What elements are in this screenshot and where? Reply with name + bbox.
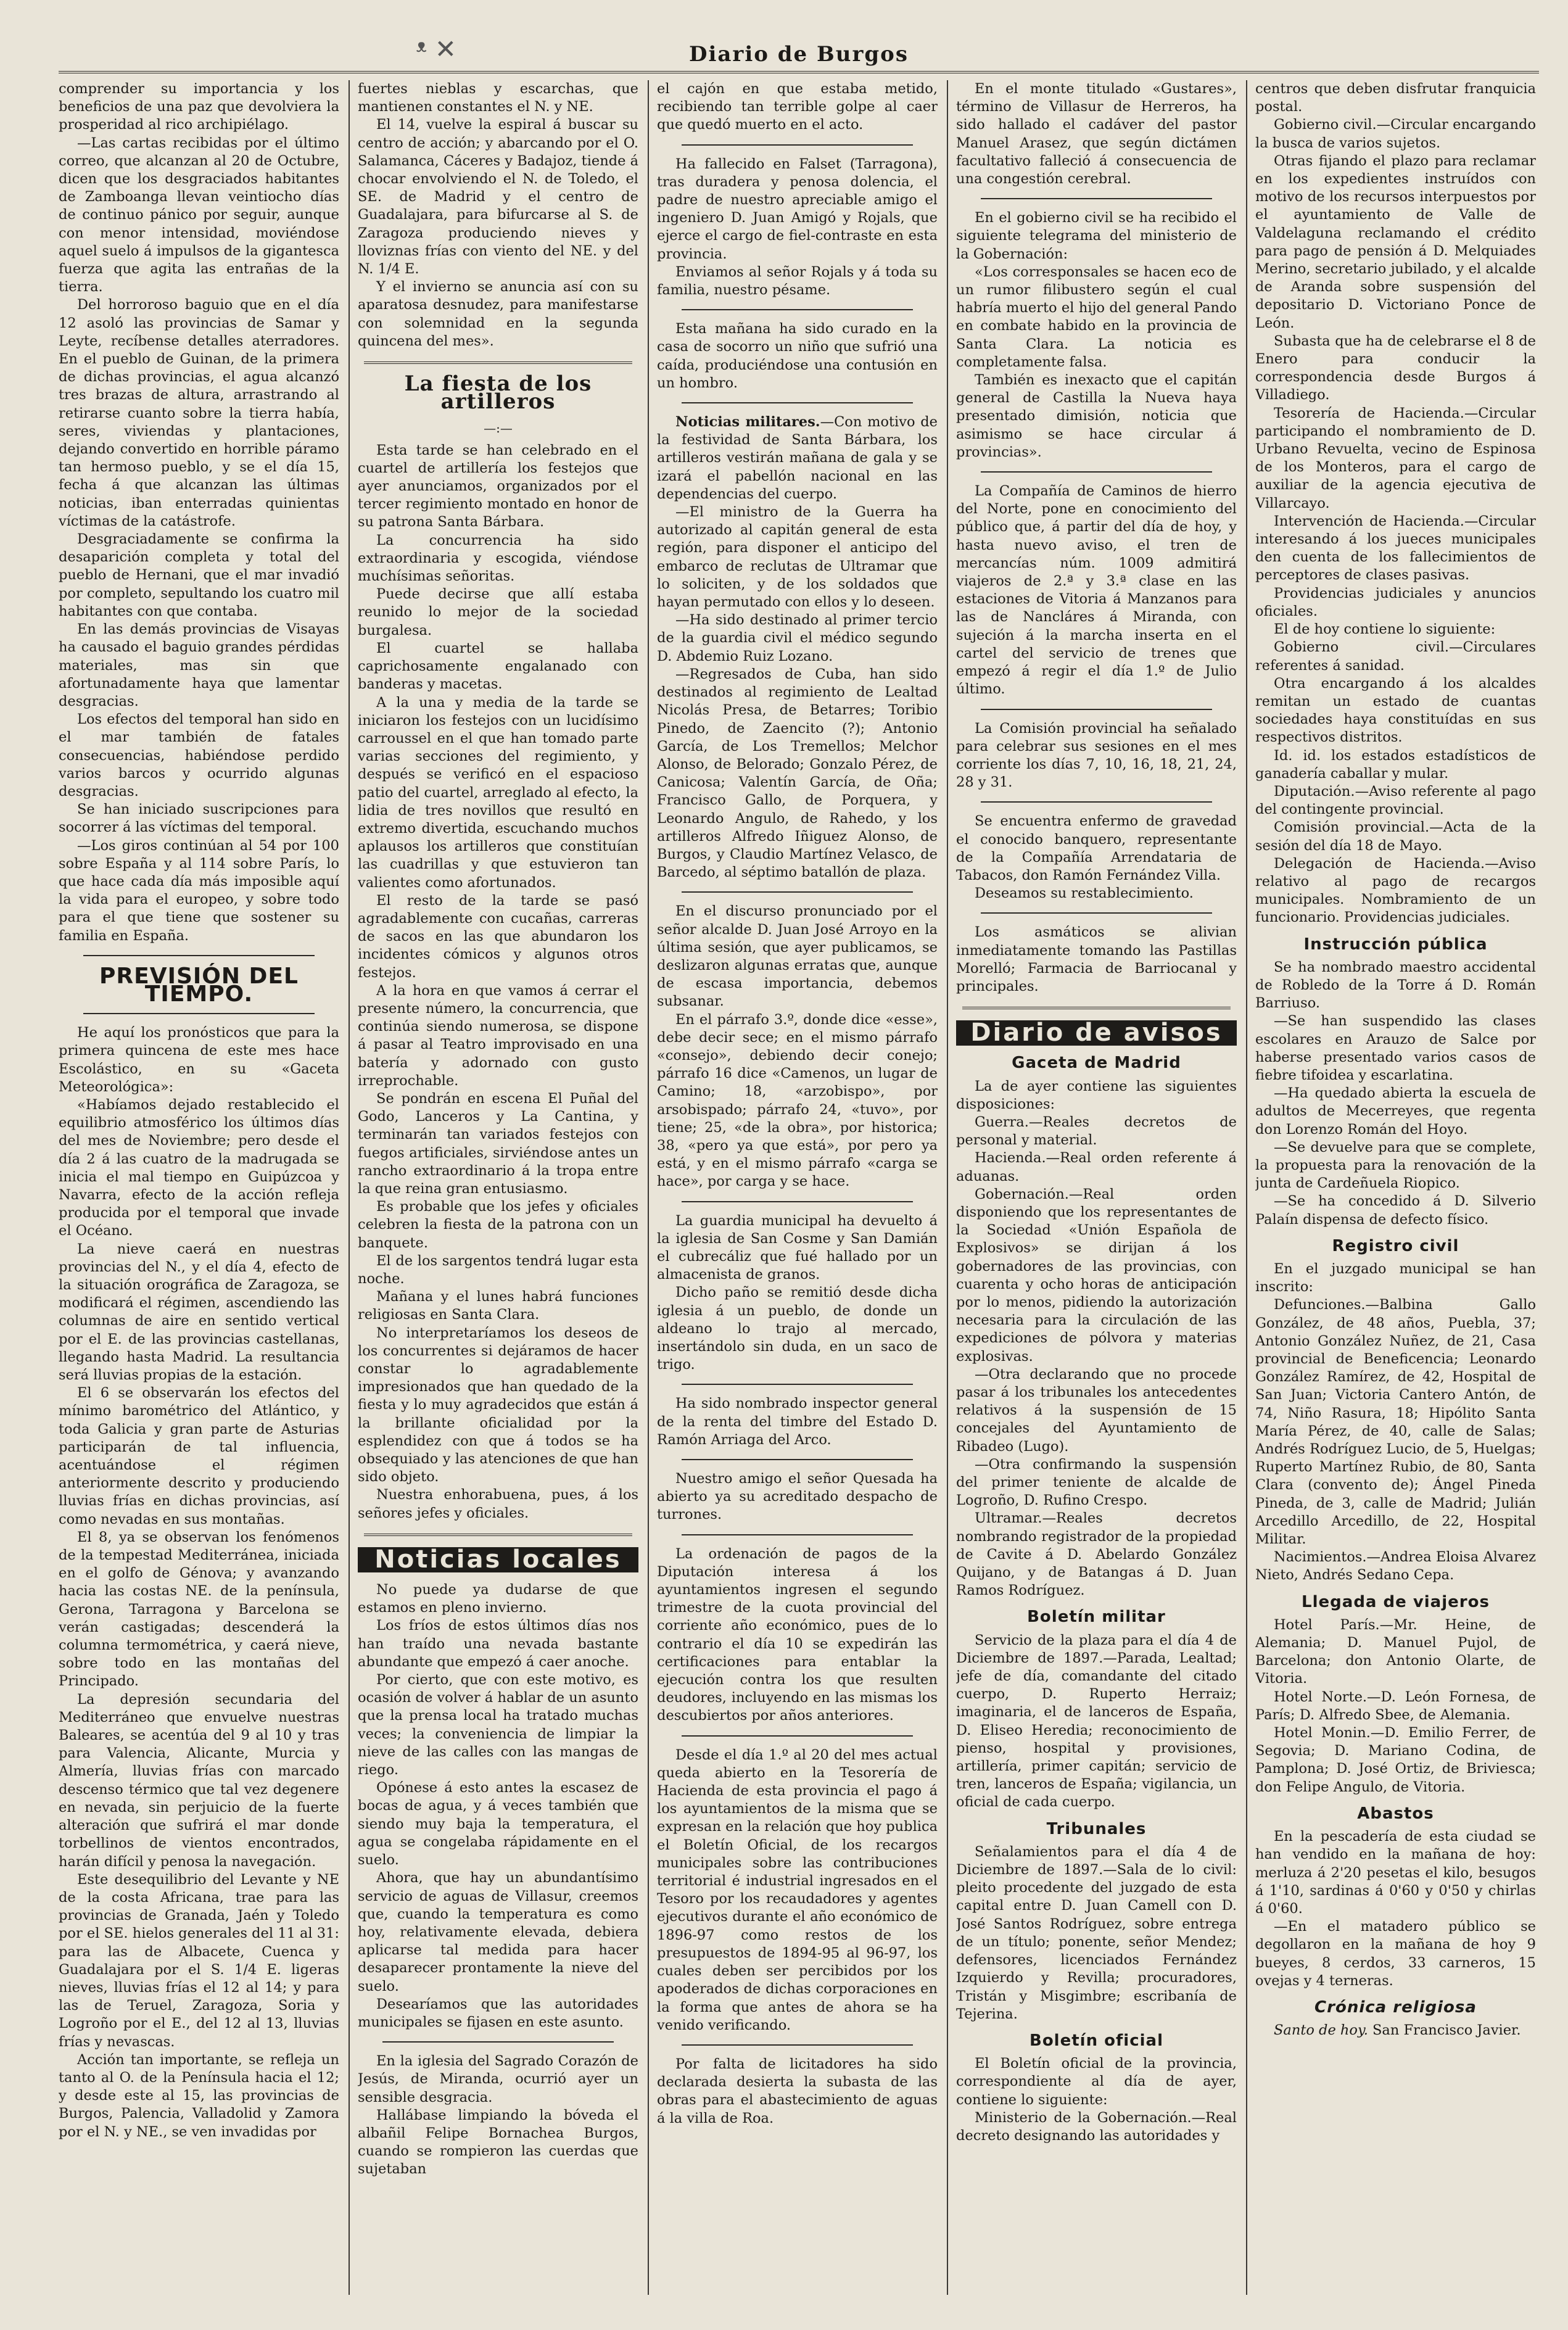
section-divider [981, 471, 1212, 473]
section-divider [364, 361, 632, 364]
paragraph: Mañana y el lunes habrá funciones religiosas en Santa Clara. [358, 1289, 638, 1323]
paragraph: La depresión secundaria del Mediterráneo que envuelve nuestras Baleares, se acentúa del 9 al 10 y tras para Valencia, Alicante, Murcia y Almería, lluvias frías con marcado descenso térmico que tal vez degenere en nevada, sin perjuicio de la fuerte alteración que sufrirá el mar donde torbellinos de vientos encontrados, harán difícil y penosa la navegación. [59, 1691, 339, 1870]
paragraph: «Los corresponsales se hacen eco de un rumor filibustero según el cual habría muerto el hijo del general Pando en combate habido en la provincia de Santa Clara. La noticia es completamente falsa. [956, 263, 1237, 370]
paragraph: La concurrencia ha sido extraordinaria y escogida, viéndose muchísimas señoritas. [358, 532, 638, 585]
paragraph-text: —Con motivo de la festividad de Santa Bárbara, los artilleros vestirán mañana de gala y se izará el pabellón nacional en las dependencias del cuerpo. [657, 414, 938, 502]
masthead [59, 34, 1539, 73]
section-divider [382, 2041, 614, 2043]
paragraph: —Los giros continúan al 54 por 100 sobre España y al 114 sobre París, lo que hace cada día más imposible aquí la vida para el europeo, y sobre todo para el que tiene que sostener su familia en España. [59, 837, 339, 944]
paragraph: También es inexacto que el capitán general de Castilla la Nueva haya presentado dimisión, noticia que asimismo se hace circular á provincias». [956, 372, 1237, 460]
paragraph: el cajón en que estaba metido, recibiendo tan terrible golpe al caer que quedó muerto en el acto. [657, 81, 938, 133]
paragraph [1255, 2022, 1536, 2039]
paragraph: Por cierto, que con este motivo, es ocasión de volver á hablar de un asunto que la prensa local ha tratado muchas veces; la conveniencia de limpiar la nieve de las calles con las mangas de riego. [358, 1672, 638, 1778]
section-heading-fiesta: La fiesta de los artilleros [404, 371, 592, 415]
section-divider [981, 709, 1212, 710]
newspaper-page [59, 34, 1539, 2307]
paragraph: —Otra confirmando la suspensión del primer teniente de alcalde de Logroño, D. Rufino Crespo. [956, 1456, 1237, 1509]
paragraph: La de ayer contiene las siguientes disposiciones: [956, 1078, 1237, 1112]
column-rule [947, 80, 948, 2295]
section-heading-registro: Registro civil [1332, 1236, 1459, 1255]
paragraph: Deseamos su restablecimiento. [975, 885, 1194, 902]
paragraph: El resto de la tarde se pasó agradablemente con cucañas, carreras de sacos en las que abundaron los incidentes cómicos y algunos otros festejos. [358, 892, 638, 981]
paragraph: Puede decirse que allí estaba reunido lo mejor de la sociedad burgalesa. [358, 586, 638, 638]
paragraph: Subasta que ha de celebrarse el 8 de Enero para conducir la correspondencia desde Burgos á Villadiego. [1255, 333, 1536, 403]
paragraph: Esta mañana ha sido curado en la casa de socorro un niño que sufrió una caída, produciéndose una contusión en un hombro. [657, 321, 938, 391]
paragraph: Los asmáticos se alivian inmediatamente tomando las Pastillas Morelló; Farmacia de Barriocanal y principales. [956, 924, 1237, 994]
handwritten-marks: ᵜ ✕ [416, 34, 456, 64]
column-rule [648, 80, 649, 2295]
paragraph: Desgraciadamente se confirma la desaparición completa y total del pueblo de Hernani, que el mar invadió por completo, sepultando los cuatro mil habitantes con que contaba. [59, 531, 339, 619]
paragraph: No interpretaríamos los deseos de los concurrentes si dejáramos de hacer constar lo agradablemente impresionados que han quedado de la fiesta y lo muy agradecidos que están á la brillante oficialidad por la esplendidez con que á todos se ha obsequiado y las atenciones de que han sido objeto. [358, 1324, 638, 1485]
paragraph: —Se ha concedido á D. Silverio Palaín dispensa de defecto físico. [1255, 1193, 1536, 1228]
section-divider [981, 198, 1212, 199]
paragraph: No puede ya dudarse de que estamos en pleno invierno. [358, 1582, 638, 1616]
paragraph: Se encuentra enfermo de gravedad el conocido banquero, representante de la Compañía Arrendataria de Tabacos, don Ramón Fernández Villa. [956, 813, 1237, 883]
section-heading-llegada: Llegada de viajeros [1302, 1592, 1490, 1611]
section-divider [962, 1007, 1231, 1009]
paragraph: Hotel Norte.—D. León Fornesa, de París; D. Alfredo Sbee, de Alemania. [1255, 1688, 1536, 1723]
paragraph: Nacimientos.—Andrea Eloisa Alvarez Nieto, Andrés Sedano Cepa. [1255, 1549, 1536, 1584]
paragraph: Diputación.—Aviso referente al pago del contingente provincial. [1255, 783, 1536, 818]
paragraph: Comisión provincial.—Acta de la sesión del día 18 de Mayo. [1255, 819, 1536, 854]
paragraph: Otras fijando el plazo para reclamar en los expedientes instruídos con motivo de los recursos interpuestos por el ayuntamiento de Valle de Valdelaguna reclamando el crédito para pago de pensión á D. Melquiades Merino, secretario jubilado, y el alcalde de Aranda sobre suspensión del depositario D. Victoriano Ponce de León. [1255, 152, 1536, 331]
paragraph-text: San Francisco Javier. [1372, 2022, 1521, 2039]
paragraph: —Las cartas recibidas por el último correo, que alcanzan al 20 de Octubre, dicen que los desgraciados habitantes de Zamboanga llevan veintiocho días de continuo pánico por seguir, aunque con menor intensidad, moviéndose aquel suelo á impulsos de la gigantesca fuerza que agita las entrañas de la tierra. [59, 134, 339, 295]
section-divider [981, 801, 1212, 803]
section-divider [682, 1459, 913, 1460]
paragraph: Gobierno civil.—Circulares referentes á sanidad. [1255, 639, 1536, 674]
paragraph: Ultramar.—Reales decretos nombrando registrador de la propiedad de Cavite á D. Abelardo González Quijano, y de Batangas á D. Juan Ramos Rodríguez. [956, 1510, 1237, 1599]
section-divider [682, 1735, 913, 1737]
column-rule [349, 80, 350, 2295]
paragraph: —El ministro de la Guerra ha autorizado al capitán general de esta región, para disponer el anticipo del embarco de reclutas de Ultramar que lo soliciten, y de los soldados que hayan permutado con ellos y lo deseen. [657, 504, 938, 611]
paragraph: fuertes nieblas y escarchas, que mantienen constantes el N. y NE. [358, 81, 638, 115]
paragraph: Por falta de licitadores ha sido declarada desierta la subasta de las obras para el abastecimiento de aguas á la villa de Roa. [657, 2055, 938, 2126]
paragraph: Señalamientos para el día 4 de Diciembre de 1897.—Sala de lo civil: pleito procedente del juzgado de esta capital entre D. Juan Camell con D. José Santos Rodríguez, sobre entrega de un título; ponente, señor Mendez; defensores, licenciados Fernández Izquierdo y Revilla; procuradores, Tristán y Misgimbre; escribanía de Tejerina. [956, 1843, 1237, 2022]
paragraph: Intervención de Hacienda.—Circular interesando á los jueces municipales den cuenta de los fallecimientos de perceptores de clases pasivas. [1255, 513, 1536, 584]
paragraph: Hallábase limpiando la bóveda el albañil Felipe Bornachea Burgos, cuando se rompieron las cuerdas que sujetaban [358, 2107, 638, 2178]
paragraph: Opónese á esto antes la escasez de bocas de agua, y á veces también que siendo muy baja la temperatura, el agua se congelaba rápidamente en el suelo. [358, 1780, 638, 1869]
paragraph: Ahora, que hay un abundantísimo servicio de aguas de Villasur, creemos que, cuando la temperatura es como hoy, relativamente elevada, debiera aplicarse tal medida para hacer desaparecer prontamente la nieve del suelo. [358, 1870, 638, 1994]
run-in-heading: Noticias militares. [675, 414, 820, 431]
paragraph: Se ha nombrado maestro accidental de Robledo de la Torre á D. Román Barriuso. [1255, 959, 1536, 1012]
section-divider [682, 1534, 913, 1535]
paragraph: En el monte titulado «Gustares», término de Villasur de Herreros, ha sido hallado el cadáver del pastor Manuel Arasez, que según dictámen facultativo falleció á consecuencia de una congestión cerebral. [956, 81, 1237, 188]
paragraph: En la iglesia del Sagrado Corazón de Jesús, de Miranda, ocurrió ayer un sensible desgracia. [358, 2053, 638, 2105]
paragraph: Ha sido nombrado inspector general de la renta del timbre del Estado D. Ramón Arriaga del Arco. [657, 1395, 938, 1448]
paragraph: centros que deben disfrutar franquicia postal. [1255, 81, 1536, 115]
paragraph: Gobierno civil.—Circular encargando la busca de varios sujetos. [1255, 117, 1536, 151]
paragraph: Dicho paño se remitió desde dicha iglesia á un pueblo, de donde un aldeano lo trajo al mercado, insertándolo sin duda, en un saco de trigo. [657, 1284, 938, 1373]
section-divider [83, 955, 315, 956]
paragraph: En la pescadería de esta ciudad se han vendido en la mañana de hoy: merluza á 2'20 pesetas el kilo, besugos á 1'10, sardinas á 0'60 y 0'50 y chirlas á 0'60. [1255, 1828, 1536, 1917]
paragraph: Hotel Monin.—D. Emilio Ferrer, de Segovia; D. Mariano Codina, de Pamplona; D. José Ortiz, de Briviesca; don Felipe Angulo, de Vitoria. [1255, 1725, 1536, 1795]
paragraph: Servicio de la plaza para el día 4 de Diciembre de 1897.—Parada, Lealtad; jefe de día, comandante del citado cuerpo, D. Ruperto Herraiz; imaginaria, el de lanceros de España, D. Eliseo Heredia; reconocimiento de pienso, hospital y provisiones, artillería, primer capitán; servicio de tren, lanceros de España; vigilancia, un oficial de cada cuerpo. [956, 1632, 1237, 1811]
section-divider [682, 402, 913, 403]
paragraph: —En el matadero público se degollaron en la mañana de hoy 9 bueyes, 8 cerdos, 33 carneros, 15 ovejas y 4 terneras. [1255, 1919, 1536, 1989]
section-heading-noticias-locales: Noticias locales [358, 1547, 638, 1572]
section-divider [364, 1534, 632, 1536]
paragraph: En el gobierno civil se ha recibido el siguiente telegrama del ministerio de la Gobernación: [956, 210, 1237, 262]
column-4 [956, 80, 1237, 2301]
paragraph: Es probable que los jefes y oficiales celebren la fiesta de la patrona con un banquete. [358, 1199, 638, 1251]
section-divider [682, 2044, 913, 2046]
paragraph: Id. id. los estados estadísticos de ganadería caballar y mular. [1255, 747, 1536, 782]
paragraph: Del horroroso baguio que en el día 12 asoló las provincias de Samar y Leyte, recíbense detalles aterradores. En el pueblo de Guinan, de la primera de dichas provincias, el agua alcanzó tres brazas de altura, arrastrando al retirarse cuanto sobre la tierra había, seres, viviendas y plantaciones, dejando convertido en horrible páramo tan hermoso pueblo, y se el día 15, fecha á que alcanzan las últimas noticias, iban enterradas quinientas víctimas de la catástrofe. [59, 297, 339, 529]
paragraph: El de los sargentos tendrá lugar esta noche. [358, 1252, 638, 1287]
column-2 [358, 80, 638, 2301]
section-heading-cronica: Crónica religiosa [1314, 1997, 1477, 2017]
paragraph: —Se devuelve para que se complete, la propuesta para la renovación de la junta de Cardeñuela Riopico. [1255, 1139, 1536, 1192]
paragraph: —Se han suspendido las clases escolares en Arauzo de Salce por haberse presentado varios casos de fiebre tifoidea y escarlatina. [1255, 1013, 1536, 1083]
paragraph: La nieve caerá en nuestras provincias del N., y el día 4, efecto de la situación orográfica de Zaragoza, se modificará el régimen, ascendiendo las columnas de aire en sentido vertical por el E. de las provincias castellanas, llegando hasta Madrid. La resultancia será lluvias propias de la estación. [59, 1241, 339, 1384]
paragraph: Acción tan importante, se refleja un tanto al O. de la Península hacia el 12; y desde este al 15, las provincias de Burgos, Palencia, Valladolid y Zamora por el N. y NE., se ven invadidas por [59, 2051, 339, 2140]
paragraph: Desde el día 1.º al 20 del mes actual queda abierto en la Tesorería de Hacienda de esta provincia el pago á los ayuntamientos de la misma que se expresan en la relación que hoy publica el Boletín Oficial, de los recargos municipales sobre las contribuciones territorial é industrial ingresados en el Tesoro por los recaudadores y agentes ejecutivos durante el año económico de 1896-97 como restos de los presupuestos de 1894-95 al 96-97, los cuales deben ser percibidos por los apoderados de dichas corporaciones en la forma que antes de ahora se ha venido verificando. [657, 1746, 938, 2033]
paragraph: —Regresados de Cuba, han sido destinados al regimiento de Lealtad Nicolás Presa, de Betarres; Toribio Pinedo, de Zaencito (?); Antonio García, de Los Tremellos; Melchor Alonso, de Belorado; Gonzalo Pérez, de Canicosa; Valentín García, de Oña; Francisco Gallo, de Porquera, y Leonardo Angulo, de Rahedo, y los artilleros Alfredo Iñiguez Alonso, de Burgos, y Claudio Martínez Velasco, de Barcedo, al séptimo batallón de plaza. [657, 666, 938, 881]
paragraph: En el párrafo 3.º, donde dice «esse», debe decir sece; en el mismo párrafo «consejo», debiendo decir conejo; párrafo 16 dice «Camenos, un lugar de Camino; 18, «arzobispo», por arsobispado; párrafo 24, «tuvo», por tiene; 25, «de la obra», por historica; 38, «pero ya que está», por pero ya está, y en el mismo párrafo «carga se hace», por carga y se hace. [657, 1011, 938, 1190]
separator: —:— [484, 421, 513, 436]
section-divider [682, 891, 913, 893]
section-heading-gaceta: Gaceta de Madrid [1012, 1054, 1181, 1073]
section-heading-boletin-militar: Boletín militar [1027, 1608, 1166, 1627]
section-divider [682, 1384, 913, 1385]
paragraph: A la hora en que vamos á cerrar el presente número, la concurrencia, que continúa siendo numerosa, se dispone á pasar al Teatro improvisado en una batería y adornado con gusto irreprochable. [358, 982, 638, 1089]
paragraph: Los efectos del temporal han sido en el mar también de fatales consecuencias, habiéndose perdido varios barcos y ocurrido algunas desgracias. [59, 711, 339, 799]
paragraph: Otra encargando á los alcaldes remitan un estado de cuantas sociedades haya constituídas en sus respectivos distritos. [1255, 675, 1536, 746]
paragraph: Se han iniciado suscripciones para socorrer á las víctimas del temporal. [59, 801, 339, 836]
paragraph: Ministerio de la Gobernación.—Real decreto designando las autoridades y [956, 2109, 1237, 2144]
section-heading-prevision: PREVISIÓN DEL TIEMPO. [99, 963, 299, 1007]
paragraph: La Comisión provincial ha señalado para celebrar sus sesiones en el mes corriente los días 7, 10, 16, 18, 21, 24, 28 y 31. [956, 720, 1237, 791]
paragraph: En el juzgado municipal se han inscrito: [1255, 1261, 1536, 1295]
paragraph: Este desequilibrio del Levante y NE de la costa Africana, trae para las provincias de Granada, Jaén y Toledo por el SE. hielos generales del 11 al 31: para las de Albacete, Cuenca y Guadalajara por el S. 1/4 E. ligeras nieves, lluvias frías el 12 al 14; y para las de Teruel, Zaragoza, Soria y Logroño por el E., del 12 al 13, lluvias frías y nevascas. [59, 1871, 339, 2050]
newspaper-title: Diario de Burgos [689, 42, 909, 67]
paragraph: Gobernación.—Real orden disponiendo que los representantes de la Sociedad «Unión Española de Explosivos» se dirijan á los gobernadores de las provincias, con cuarenta y ocho horas de anticipación por lo menos, pidiendo la autorización necesaria para la circulación de las expediciones de pólvora y materias explosivas. [956, 1186, 1237, 1365]
paragraph: Hacienda.—Real orden referente á aduanas. [956, 1150, 1237, 1184]
paragraph [657, 413, 938, 503]
paragraph: Hotel París.—Mr. Heine, de Alemania; D. Manuel Pujol, de Barcelona; don Antonio Olarte, de Vitoria. [1255, 1616, 1536, 1687]
run-in-heading: Santo de hoy. [1274, 2022, 1368, 2039]
paragraph: Providencias judiciales y anuncios oficiales. [1255, 585, 1536, 619]
paragraph: «Habíamos dejado restablecido el equilibrio atmosférico los últimos días del mes de Noviembre; pero desde el día 2 á las cuatro de la madrugada se inicia el mal tiempo en Guipúzcoa y Navarra, efecto de la acción refleja producida por el temporal que invade el Océano. [59, 1096, 339, 1239]
paragraph: Los fríos de estos últimos días nos han traído una nevada bastante abundante que empezó á caer anoche. [358, 1617, 638, 1670]
paragraph: Nuestra enhorabuena, pues, á los señores jefes y oficiales. [358, 1487, 638, 1521]
section-divider [981, 912, 1212, 914]
paragraph: El de hoy contiene lo siguiente: [1274, 621, 1496, 638]
section-divider [682, 309, 913, 310]
paragraph: Se pondrán en escena El Puñal del Godo, Lanceros y La Cantina, y terminarán tan variados festejos con fuegos artificiales, sirviéndose antes un rancho extraordinario á la tropa entre la que reina gran entusiasmo. [358, 1090, 638, 1197]
paragraph: El 14, vuelve la espiral á buscar su centro de acción; y abarcando por el O. Salamanca, Cáceres y Badajoz, tiende á chocar envolviendo el N. de Toledo, el SE. de Madrid y el centro de Guadalajara, para bifurcarse al S. de Zaragoza produciendo nieves y lloviznas frías con viento del NE. y del N. 1/4 E. [358, 117, 638, 278]
paragraph: A la una y media de la tarde se iniciaron los festejos con un lucidísimo carroussel en el que han tomado parte varias secciones del regimiento, y después se verificó en el espacioso patio del cuartel, arreglado al efecto, la lidia de tres novillos que resultó en extremo divertida, escuchando muchos aplausos los artilleros que constituían las cuadrillas y que estuvieron tan valientes como afortunados. [358, 694, 638, 891]
paragraph: La ordenación de pagos de la Diputación interesa á los ayuntamientos ingresen el segundo trimestre de la cuota provincial del corriente año económico, pues de lo contrario el día 10 se expedirán las certificaciones para entablar la ejecución contra los que resulten deudores, incluyendo en las mismas los descubiertos por años anteriores. [657, 1545, 938, 1724]
section-heading-boletin-oficial: Boletín oficial [1030, 2031, 1163, 2050]
column-3 [657, 80, 938, 2301]
paragraph: En el discurso pronunciado por el señor alcalde D. Juan José Arroyo en la última sesión, que ayer publicamos, se deslizaron algunas erratas que, aunque de escasa importancia, debemos subsanar. [657, 903, 938, 1010]
paragraph: La guardia municipal ha devuelto á la iglesia de San Cosme y San Damián el cubrecáliz que fué hallado por un almacenista de granos. [657, 1212, 938, 1283]
section-divider [682, 144, 913, 146]
paragraph: —Otra declarando que no procede pasar á los tribunales los antecedentes relativos á la suspensión de 15 concejales del Ayuntamiento de Ribadeo (Lugo). [956, 1366, 1237, 1455]
paragraph: Tesorería de Hacienda.—Circular participando el nombramiento de D. Urbano Revuelta, vecino de Espinosa de los Monteros, para el cargo de auxiliar de la agencia ejecutiva de Villarcayo. [1255, 405, 1536, 511]
section-heading-tribunales: Tribunales [1046, 1819, 1147, 1838]
paragraph: Defunciones.—Balbina Gallo González, de 48 años, Puebla, 37; Antonio González Nuñez, de 21, Casa provincial de Beneficencia; Leonardo González Ramírez, de 42, Hospital de San Juan; Victoria Cantero Antón, de 74, Niño Rasura, 18; Hipólito Santa María Pérez, de 40, calle de Salas; Andrés Rodríguez Lucio, de 5, Huelgas; Ruperto Martínez Rubio, de 80, Santa Clara (convento de); Ángel Pineda Pineda, de 3, calle de Madrid; Julián Arcedillo Arcedillo, de 22, Hospital Militar. [1255, 1297, 1536, 1548]
paragraph: He aquí los pronósticos que para la primera quincena de este mes hace Escolástico, en su «Gaceta Meteorológica»: [59, 1025, 339, 1095]
paragraph: El 6 se observarán los efectos del mínimo barométrico del Atlántico, y toda Galicia y gran parte de Asturias participarán de tal influencia, acentuándose el régimen anteriormente descrito y produciendo lluvias frías en dichas provincias, así como nevadas en sus montañas. [59, 1385, 339, 1527]
paragraph: El cuartel se hallaba caprichosamente engalanado con banderas y macetas. [358, 640, 638, 693]
column-5 [1255, 80, 1536, 2301]
paragraph: Guerra.—Reales decretos de personal y material. [956, 1113, 1237, 1149]
paragraph: comprender su importancia y los beneficios de una paz que devolviera la prosperidad al rico archipiélago. [59, 81, 339, 133]
paragraph: La Compañía de Caminos de hierro del Norte, pone en conocimiento del público que, á partir del día de hoy, y hasta nuevo aviso, el tren de mercancías núm. 1009 admitirá viajeros de 2.ª y 3.ª clase en las estaciones de Vitoria á Manzanos para las de Nancláres á Miranda, con sujeción á la marcha inserta en el cartel del servicio de trenes que empezó á regir el día 1.º de Julio último. [956, 483, 1237, 698]
paragraph: El 8, ya se observan los fenómenos de la tempestad Mediterránea, iniciada en el golfo de Génova; y avanzando hacia las costas NE. de la península, Gerona, Tarragona y Barcelona se verán castigadas; descenderá la columna termométrica, y caerá nieve, sobre todo en las montañas del Principado. [59, 1529, 339, 1690]
paragraph: Esta tarde se han celebrado en el cuartel de artillería los festejos que ayer anunciamos, organizados por el tercer regimiento montado en honor de su patrona Santa Bárbara. [358, 442, 638, 531]
paragraph: Desearíamos que las autoridades municipales se fijasen en este asunto. [358, 1996, 638, 2030]
paragraph: Ha fallecido en Falset (Tarragona), tras duradera y penosa dolencia, el padre de nuestro apreciable amigo el ingeniero D. Juan Amigó y Rojals, que ejerce el cargo de fiel-contraste en esta provincia. [657, 155, 938, 262]
section-heading-diario-avisos: Diario de avisos [956, 1020, 1237, 1046]
column-1 [59, 80, 339, 2301]
paragraph: Enviamos al señor Rojals y á toda su familia, nuestro pésame. [657, 263, 938, 299]
paragraph: Y el invierno se anuncia así con su aparatosa desnudez, para manifestarse con solemnidad en la segunda quincena del mes». [358, 279, 638, 349]
section-heading-abastos: Abastos [1357, 1804, 1434, 1823]
paragraph: Nuestro amigo el señor Quesada ha abierto ya su acreditado despacho de turrones. [657, 1471, 938, 1523]
section-divider [83, 1013, 315, 1014]
column-rule [1246, 80, 1247, 2295]
paragraph: En las demás provincias de Visayas ha causado el baguio grandes pérdidas materiales, mas sin que afortunadamente haya que lamentar desgracias. [59, 621, 339, 709]
paragraph: El Boletín oficial de la provincia, correspondiente al día de ayer, contiene lo siguiente: [956, 2055, 1237, 2108]
paragraph: —Ha quedado abierta la escuela de adultos de Mecerreyes, que regenta don Lorenzo Román del Hoyo. [1255, 1085, 1536, 1138]
section-divider [682, 1201, 913, 1202]
paragraph: Delegación de Hacienda.—Aviso relativo al pago de recargos municipales. Nombramiento de un funcionario. Providencias judiciales. [1255, 855, 1536, 926]
paragraph: —Ha sido destinado al primer tercio de la guardia civil el médico segundo D. Abdemio Ruiz Lozano. [657, 612, 938, 664]
section-heading-instruccion: Instrucción pública [1303, 935, 1488, 954]
